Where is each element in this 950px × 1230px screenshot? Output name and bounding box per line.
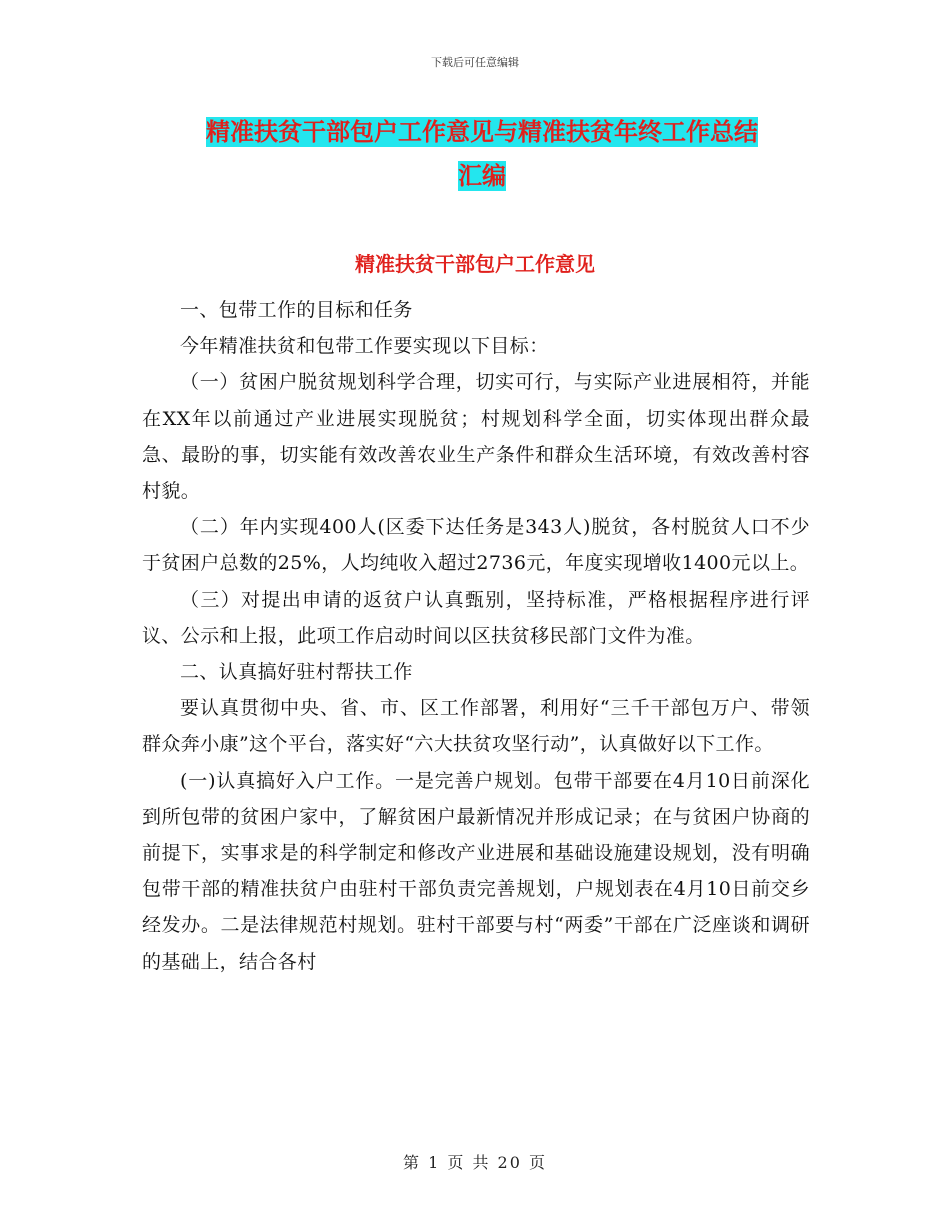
paragraph: （一）贫困户脱贫规划科学合理，切实可行，与实际产业进展相符，并能在XX年以前通过产业进展实现脱贫；村规划科学全面，切实体现出群众最急、最盼的事，切实能有效改善农业生产条件和群众生活环境，有效改善村容村貌。 xyxy=(142,371,810,503)
document-title xyxy=(142,110,822,198)
paragraph: （三）对提出申请的返贫户认真甄别，坚持标准，严格根据程序进行评议、公示和上报，此项工作启动时间以区扶贫移民部门文件为准。 xyxy=(142,588,810,647)
paragraph: 二、认真搞好驻村帮扶工作 xyxy=(180,661,413,684)
paragraph: 要认真贯彻中央、省、市、区工作部署，利用好“三千干部包万户、带领群众奔小康”这个平台，落实好“六大扶贫攻坚行动”，认真做好以下工作。 xyxy=(142,697,810,756)
header-note: 下载后可任意编辑 xyxy=(431,56,519,69)
paragraph: (一)认真搞好入户工作。一是完善户规划。包带干部要在4月10日前深化到所包带的贫困户家中，了解贫困户最新情况并形成记录；在与贫困户协商的前提下，实事求是的科学制定和修改产业进展和基础设施建设规划，没有明确包带干部的精准扶贫户由驻村干部负责完善规划，户规划表在4月10日前交乡经发办。二是法律规范村规划。驻村干部要与村“两委”干部在广泛座谈和调研的基础上，结合各村 xyxy=(142,769,810,973)
document-body xyxy=(142,292,810,980)
page-number: 第 1 页 共 20 页 xyxy=(403,1153,547,1172)
section-title: 精准扶贫干部包户工作意见 xyxy=(355,252,595,276)
title-line-1: 精准扶贫干部包户工作意见与精准扶贫年终工作总结 xyxy=(206,118,758,146)
paragraph: （二）年内实现400人(区委下达任务是343人)脱贫，各村脱贫人口不少于贫困户总数的25%，人均纯收入超过2736元，年度实现增收1400元以上。 xyxy=(142,516,810,575)
title-line-2: 汇编 xyxy=(458,162,506,190)
paragraph: 一、包带工作的目标和任务 xyxy=(180,299,413,321)
paragraph: 今年精准扶贫和包带工作要实现以下目标： xyxy=(180,335,549,358)
